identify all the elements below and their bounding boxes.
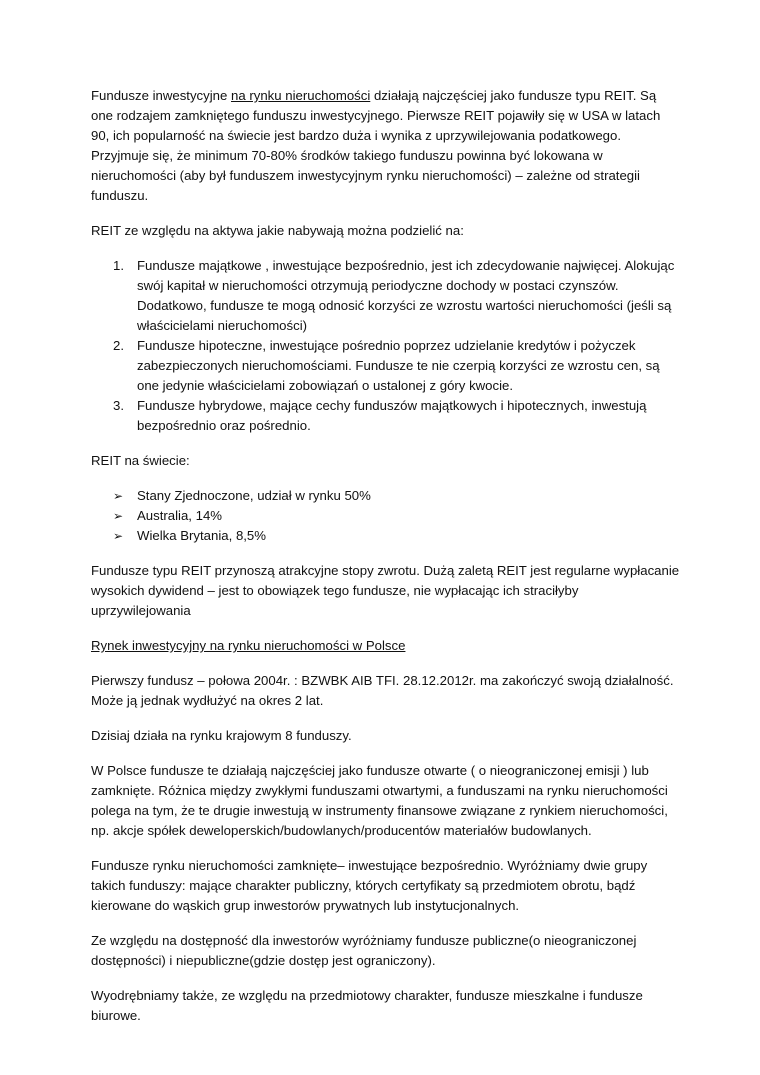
arrow-bullet-icon: ➢ (113, 509, 124, 523)
document-page (91, 86, 681, 1041)
list-item (91, 256, 681, 336)
list-item (91, 526, 681, 546)
paragraph-first-fund: Pierwszy fundusz – połowa 2004r. : BZWBK AIB TFI. 28.12.2012r. ma zakończyć swoją działalność. Może ją jednak wydłużyć na okres 2 lat. (91, 673, 674, 708)
list-item (91, 486, 681, 506)
list-item (91, 396, 681, 436)
paragraph-fund-count: Dzisiaj działa na rynku krajowym 8 funduszy. (91, 728, 352, 743)
list-number: 3. (113, 398, 124, 413)
list-item-text: Wielka Brytania, 8,5% (137, 528, 266, 543)
list-item (91, 336, 681, 396)
paragraph-reit-division: REIT ze względu na aktywa jakie nabywają można podzielić na: (91, 223, 464, 238)
section-heading: Rynek inwestycyjny na rynku nieruchomości w Polsce (91, 638, 406, 653)
list-item-text: Fundusze majątkowe , inwestujące bezpośrednio, jest ich zdecydowanie najwięcej. Alokując swój kapitał w nieruchomości otrzymują periodyczne dochody w postaci czynszów. Dodatkowo, fundusze te mogą odnosić korzyści ze wzrostu wartości nieruchomości (jeśli są właścicielami nieruchomości) (137, 258, 675, 333)
list-item-text: Fundusze hipoteczne, inwestujące pośrednio poprzez udzielanie kredytów i pożyczek zabezpieczonych nieruchomościami. Fundusze te nie czerpią korzyści ze wzrostu cen, są one jedynie właścicielami zobowiązań o ustalonej z góry kwocie. (137, 338, 660, 393)
reit-types-list (91, 256, 681, 436)
paragraph-intro (91, 86, 681, 206)
list-item-text: Australia, 14% (137, 508, 223, 523)
reit-world-list (91, 486, 681, 546)
paragraph-closed-funds: Fundusze rynku nieruchomości zamknięte– inwestujące bezpośrednio. Wyróżniamy dwie grupy takich funduszy: mające charakter publiczny, których certyfikaty są przedmiotem obrotu, bądź kierowane do wąskich grup inwestorów prywatnych lub instytucjonalnych. (91, 858, 648, 913)
arrow-bullet-icon: ➢ (113, 489, 124, 503)
real-estate-market-link[interactable]: na rynku nieruchomości (231, 88, 371, 103)
list-number: 1. (113, 258, 124, 273)
paragraph-reit-returns: Fundusze typu REIT przynoszą atrakcyjne stopy zwrotu. Dużą zaletą REIT jest regularne wypłacanie wysokich dywidend – jest to obowiązek tego fundusze, nie wypłacając ich straciłyby uprzywilejowania (91, 563, 680, 618)
intro-text-start: Fundusze inwestycyjne (91, 88, 232, 103)
paragraph-reit-world: REIT na świecie: (91, 453, 190, 468)
paragraph-subject-character: Wyodrębniamy także, ze względu na przedmiotowy charakter, fundusze mieszkalne i fundusze biurowe. (91, 988, 643, 1023)
paragraph-poland-funds: W Polsce fundusze te działają najczęściej jako fundusze otwarte ( o nieograniczonej emisji ) lub zamknięte. Różnica między zwykłymi funduszami otwartymi, a funduszami na rynku nieruchomości polega na tym, że te drugie inwestują w instrumenty finansowe związane z rynkiem nieruchomości, np. akcje spółek deweloperskich/budowlanych/producentów materiałów budowlanych. (91, 763, 668, 838)
list-item (91, 506, 681, 526)
intro-text-rest: działają najczęściej jako fundusze typu REIT. Są one rodzajem zamkniętego funduszu inwestycyjnego. Pierwsze REIT pojawiły się w USA w latach 90, ich popularność na świecie jest bardzo duża i wynika z uprzywilejowania podatkowego. Przyjmuje się, że minimum 70-80% środków takiego funduszu powinna być lokowana w nieruchomości (aby był funduszem inwestycyjnym rynku nieruchomości) – zależne od strategii funduszu. (91, 88, 661, 203)
paragraph-accessibility: Ze względu na dostępność dla inwestorów wyróżniamy fundusze publiczne(o nieograniczonej dostępności) i niepubliczne(gdzie dostęp jest ograniczony). (91, 933, 637, 968)
list-number: 2. (113, 338, 124, 353)
arrow-bullet-icon: ➢ (113, 529, 124, 543)
list-item-text: Fundusze hybrydowe, mające cechy funduszów majątkowych i hipotecznych, inwestują bezpośrednio oraz pośrednio. (137, 398, 647, 433)
list-item-text: Stany Zjednoczone, udział w rynku 50% (137, 488, 371, 503)
